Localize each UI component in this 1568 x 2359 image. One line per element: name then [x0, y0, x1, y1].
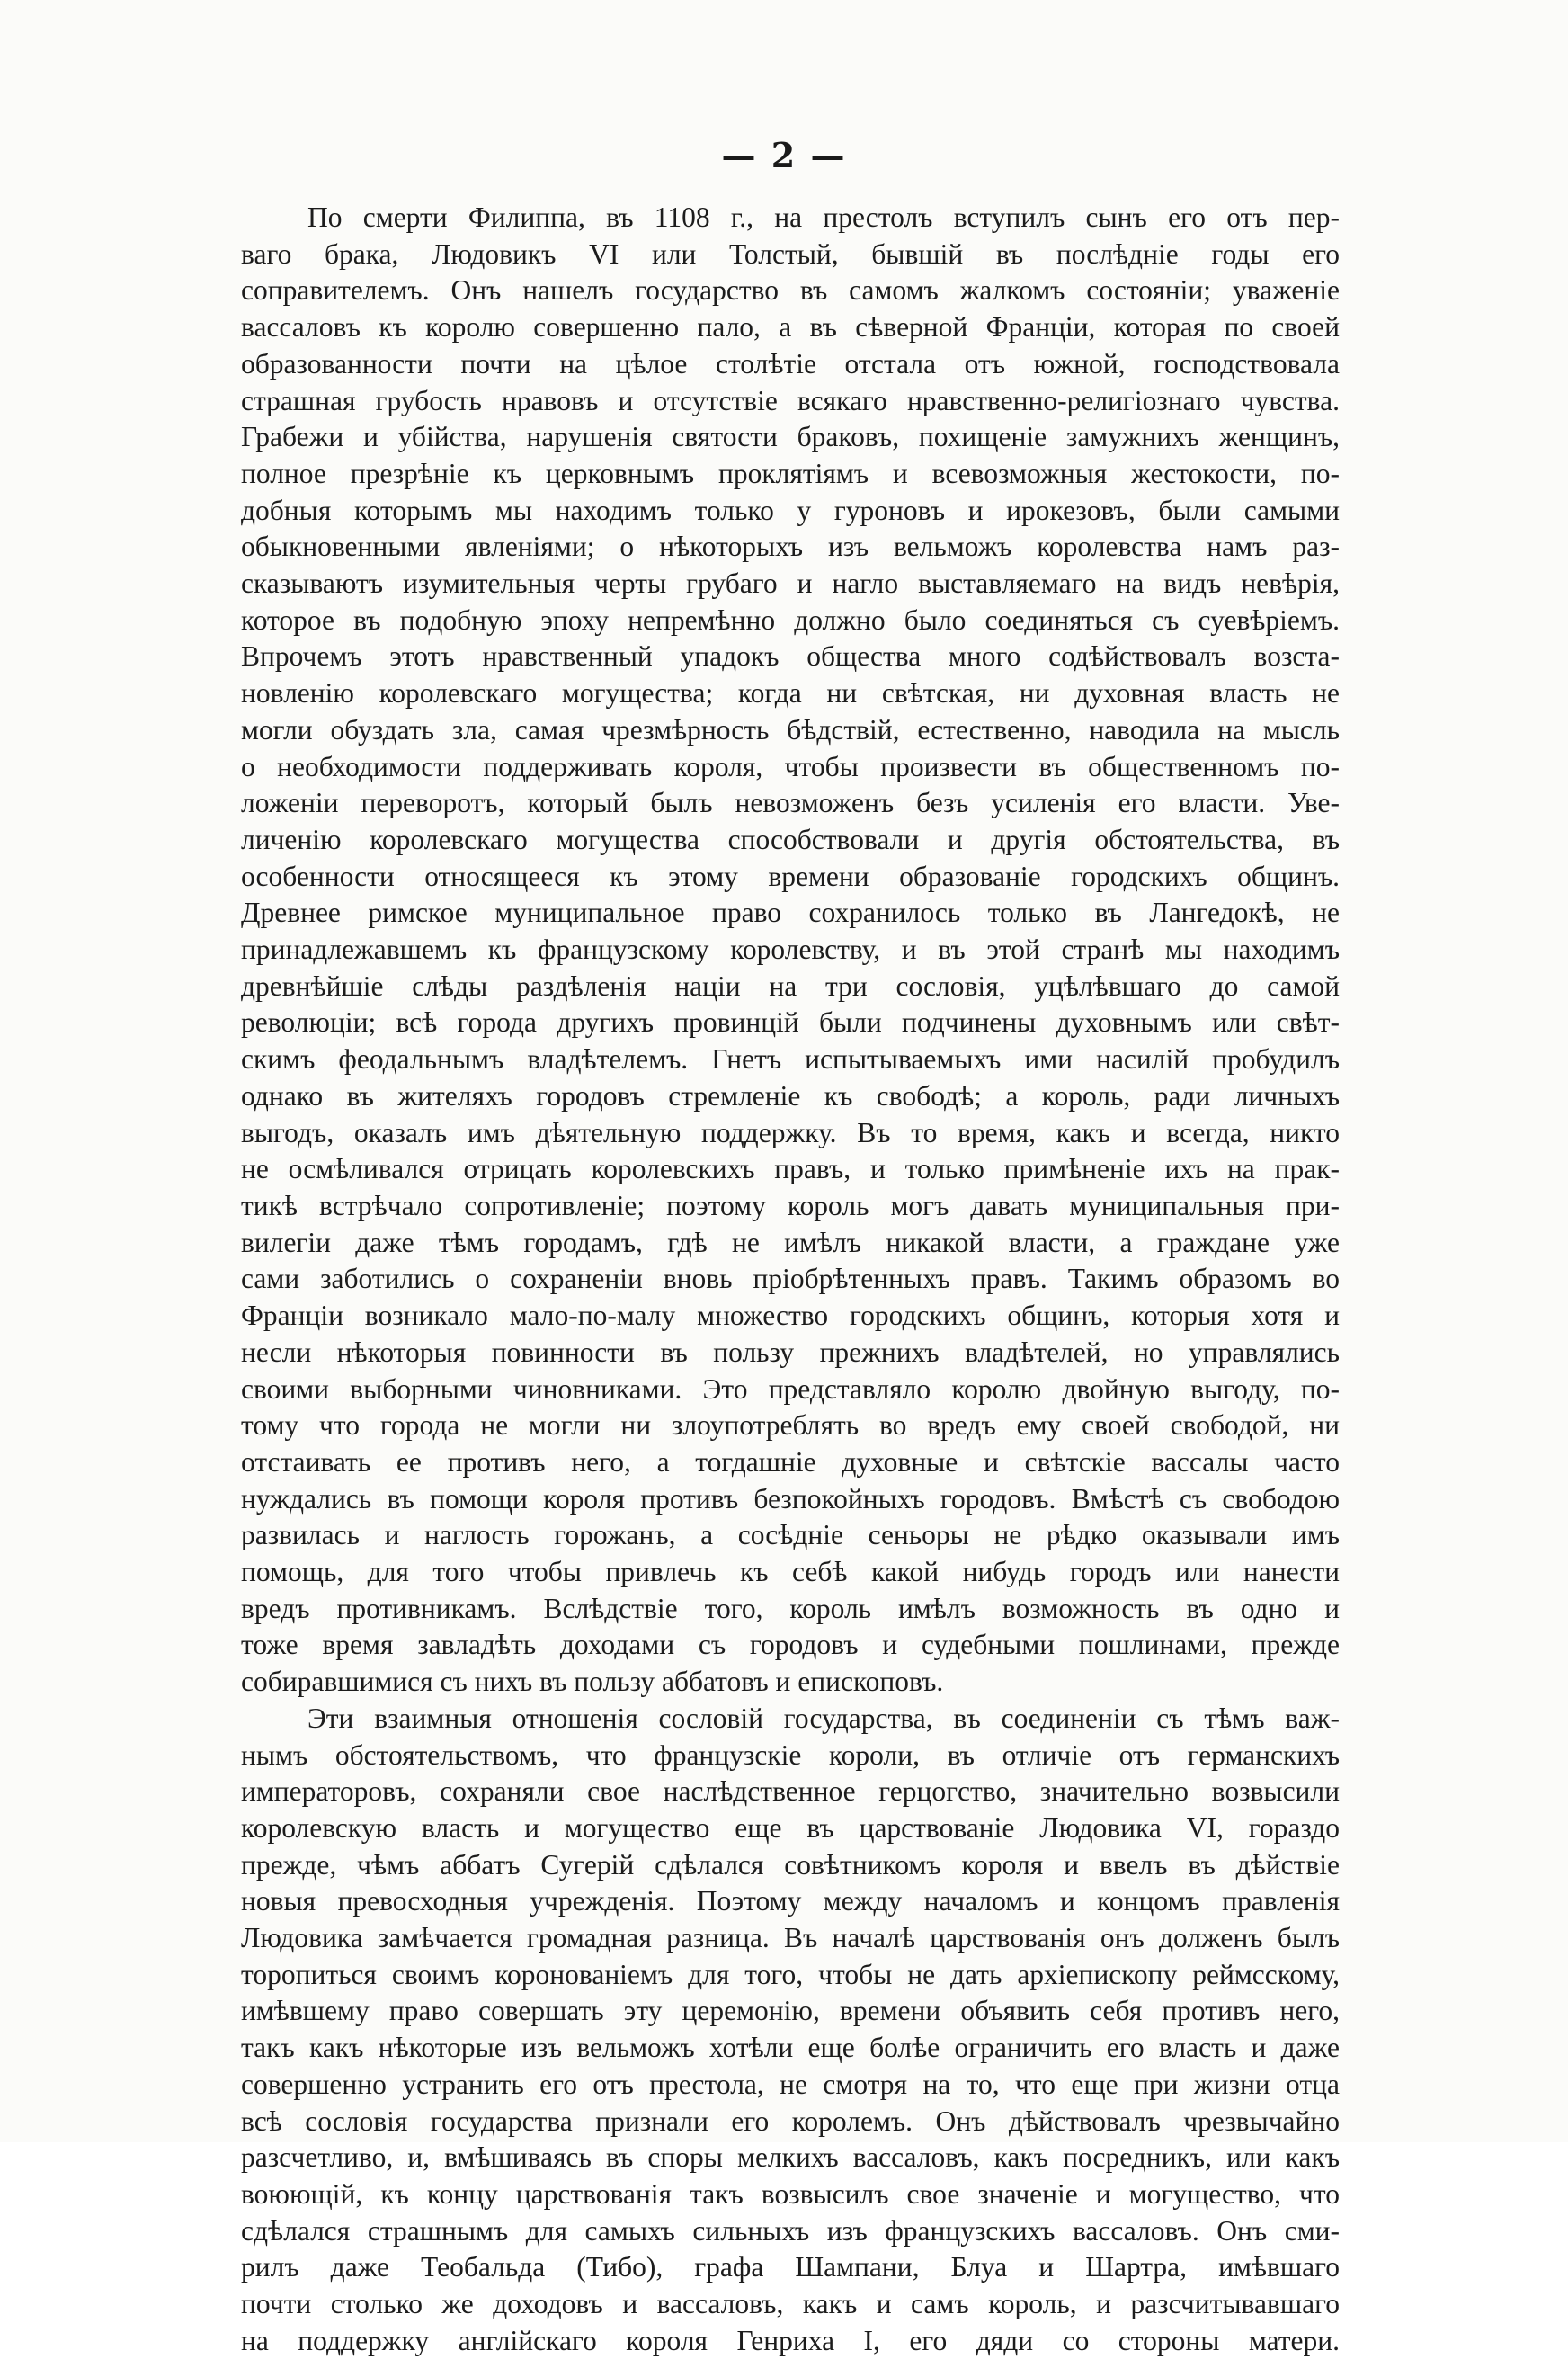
- text-line: древнѣйшіе слѣды раздѣленія націи на три сословія, уцѣлѣвшаго до самой: [241, 970, 1340, 1002]
- paragraph-1: [241, 200, 1340, 1701]
- text-line: собиравшимися съ нихъ въ пользу аббатовъ и епископовъ.: [241, 1666, 944, 1698]
- text-line: особенности относящееся къ этому времени образованіе городскихъ общинъ.: [241, 860, 1340, 892]
- text-line: торопиться своимъ коронованіемъ для того, чтобы не дать архіепископу реймсскому,: [241, 1958, 1340, 1990]
- text-line: Впрочемъ этотъ нравственный упадокъ общества много содѣйствовалъ возста-: [241, 640, 1340, 673]
- text-line: тоже время завладѣть доходами съ городовъ и судебными пошлинами, прежде: [241, 1629, 1340, 1661]
- text-line: вассаловъ къ королю совершенно пало, а въ сѣверной Франціи, которая по своей: [241, 311, 1340, 344]
- text-line: не осмѣливался отрицать королевскихъ правъ, и только примѣненіе ихъ на прак-: [241, 1153, 1340, 1185]
- text-line: Древнее римское муниципальное право сохранилось только въ Лангедокѣ, не: [241, 897, 1340, 929]
- text-line: имѣвшему право совершать эту церемонію, времени объявить себя противъ него,: [241, 1995, 1340, 2027]
- text-line: которое въ подобную эпоху непремѣнно должно было соединяться съ суевѣріемъ.: [241, 603, 1340, 636]
- text-line: воюющій, къ концу царствованія такъ возвысилъ свое значеніе и могущество, что: [241, 2177, 1340, 2210]
- text-line: почти столько же доходовъ и вассаловъ, какъ и самъ король, и разсчитывавшаго: [241, 2288, 1340, 2320]
- text-line: скимъ феодальнымъ владѣтелемъ. Гнетъ испытываемыхъ ими насилій пробудилъ: [241, 1043, 1340, 1076]
- text-line: выгодъ, оказалъ имъ дѣятельную поддержку. Въ то время, какъ и всегда, никто: [241, 1116, 1340, 1148]
- text-line: прежде, чѣмъ аббатъ Сугерій сдѣлался совѣтникомъ короля и ввелъ въ дѣйствіе: [241, 1848, 1340, 1881]
- text-line: на поддержку англійскаго короля Генриха I, его дяди со стороны матери.: [241, 2324, 1340, 2356]
- text-line: о необходимости поддерживать короля, чтобы произвести въ общественномъ по-: [241, 750, 1340, 782]
- text-line: вилегіи даже тѣмъ городамъ, гдѣ не имѣлъ никакой власти, а граждане уже: [241, 1226, 1340, 1258]
- text-line: своими выборными чиновниками. Это представляло королю двойную выгоду, по-: [241, 1372, 1340, 1405]
- text-line: личенію королевскаго могущества способствовали и другія обстоятельства, въ: [241, 823, 1340, 855]
- text-line: Грабежи и убійства, нарушенія святости браковъ, похищеніе замужнихъ женщинъ,: [241, 421, 1340, 453]
- text-line: помощь, для того чтобы привлечь къ себѣ какой нибудь городъ или нанести: [241, 1556, 1340, 1588]
- text-line: ложеніи переворотъ, который былъ невозможенъ безъ усиленія его власти. Уве-: [241, 787, 1340, 819]
- text-line: По смерти Филиппа, въ 1108 г., на престолъ вступилъ сынъ его отъ пер-: [307, 201, 1340, 233]
- text-line: нуждались въ помощи короля противъ безпокойныхъ городовъ. Вмѣстѣ съ свободою: [241, 1482, 1340, 1515]
- text-line: сказываютъ изумительныя черты грубаго и нагло выставляемаго на видъ невѣрія,: [241, 567, 1340, 600]
- text-line: совершенно устранить его отъ престола, не смотря на то, что еще при жизни отца: [241, 2068, 1340, 2100]
- text-body: [241, 200, 1340, 2359]
- text-line: новыя превосходныя учрежденія. Поэтому между началомъ и концомъ правленія: [241, 1885, 1340, 1917]
- text-line: сами заботились о сохраненіи вновь пріобрѣтенныхъ правъ. Такимъ образомъ во: [241, 1263, 1340, 1295]
- text-line: Эти взаимныя отношенія сословій государства, въ соединеніи съ тѣмъ важ-: [307, 1702, 1340, 1734]
- page-number: — 2 —: [721, 135, 847, 175]
- text-line: такъ какъ нѣкоторые изъ вельможъ хотѣли еще болѣе ограничить его власть и даже: [241, 2032, 1340, 2064]
- text-line: обыкновенными явленіями; о нѣкоторыхъ изъ вельможъ королевства намъ раз-: [241, 531, 1340, 563]
- text-line: рилъ даже Теобальда (Тибо), графа Шампани, Блуа и Шартра, имѣвшаго: [241, 2251, 1340, 2283]
- text-line: вредъ противникамъ. Вслѣдствіе того, король имѣлъ возможность въ одно и: [241, 1592, 1340, 1624]
- text-line: всѣ сословія государства признали его королемъ. Онъ дѣйствовалъ чрезвычайно: [241, 2104, 1340, 2137]
- text-line: королевскую власть и могущество еще въ царствованіе Людовика VI, гораздо: [241, 1811, 1340, 1844]
- text-line: ваго брака, Людовикъ VI или Толстый, бывшій въ послѣдніе годы его: [241, 237, 1340, 270]
- text-line: тому что города не могли ни злоупотреблять во вредъ ему своей свободой, ни: [241, 1409, 1340, 1442]
- text-line: добныя которымъ мы находимъ только у гуроновъ и ирокезовъ, были самыми: [241, 494, 1340, 526]
- text-line: императоровъ, сохраняли свое наслѣдственное герцогство, значительно возвысили: [241, 1775, 1340, 1808]
- text-line: соправителемъ. Онъ нашелъ государство въ самомъ жалкомъ состояніи; уваженіе: [241, 274, 1340, 307]
- text-line: принадлежавшемъ къ французскому королевству, и въ этой странѣ мы находимъ: [241, 934, 1340, 966]
- paragraph-2: [241, 1701, 1340, 2359]
- text-line: развилась и наглость горожанъ, а сосѣдніе сеньоры не рѣдко оказывали имъ: [241, 1519, 1340, 1551]
- text-line: Франціи возникало мало-по-малу множество городскихъ общинъ, которыя хотя и: [241, 1300, 1340, 1332]
- text-line: разсчетливо, и, вмѣшиваясь въ споры мелкихъ вассаловъ, какъ посредникъ, или какъ: [241, 2141, 1340, 2174]
- text-line: несли нѣкоторыя повинности въ пользу прежнихъ владѣтелей, но управлялись: [241, 1336, 1340, 1368]
- text-line: сдѣлался страшнымъ для самыхъ сильныхъ изъ французскихъ вассаловъ. Онъ сми-: [241, 2214, 1340, 2247]
- text-line: могли обуздать зла, самая чрезмѣрность бѣдствій, естественно, наводила на мысль: [241, 713, 1340, 746]
- text-line: новленію королевскаго могущества; когда ни свѣтская, ни духовная власть не: [241, 677, 1340, 710]
- text-line: нымъ обстоятельствомъ, что французскіе короли, въ отличіе отъ германскихъ: [241, 1738, 1340, 1771]
- text-line: революціи; всѣ города другихъ провинцій были подчинены духовнымъ или свѣт-: [241, 1006, 1340, 1039]
- text-line: тикѣ встрѣчало сопротивленіе; поэтому король могъ давать муниципальныя при-: [241, 1189, 1340, 1221]
- text-line: полное презрѣніе къ церковнымъ проклятіямъ и всевозможныя жестокости, по-: [241, 457, 1340, 489]
- text-line: образованности почти на цѣлое столѣтіе отстала отъ южной, господствовала: [241, 347, 1340, 380]
- text-line: однако въ жителяхъ городовъ стремленіе къ свободѣ; а король, ради личныхъ: [241, 1079, 1340, 1112]
- text-line: Людовика замѣчается громадная разница. Въ началѣ царствованія онъ долженъ былъ: [241, 1922, 1340, 1954]
- text-line: страшная грубость нравовъ и отсутствіе всякаго нравственно-религіознаго чувства.: [241, 384, 1340, 416]
- text-line: отстаивать ее противъ него, а тогдашніе духовные и свѣтскіе вассалы часто: [241, 1445, 1340, 1478]
